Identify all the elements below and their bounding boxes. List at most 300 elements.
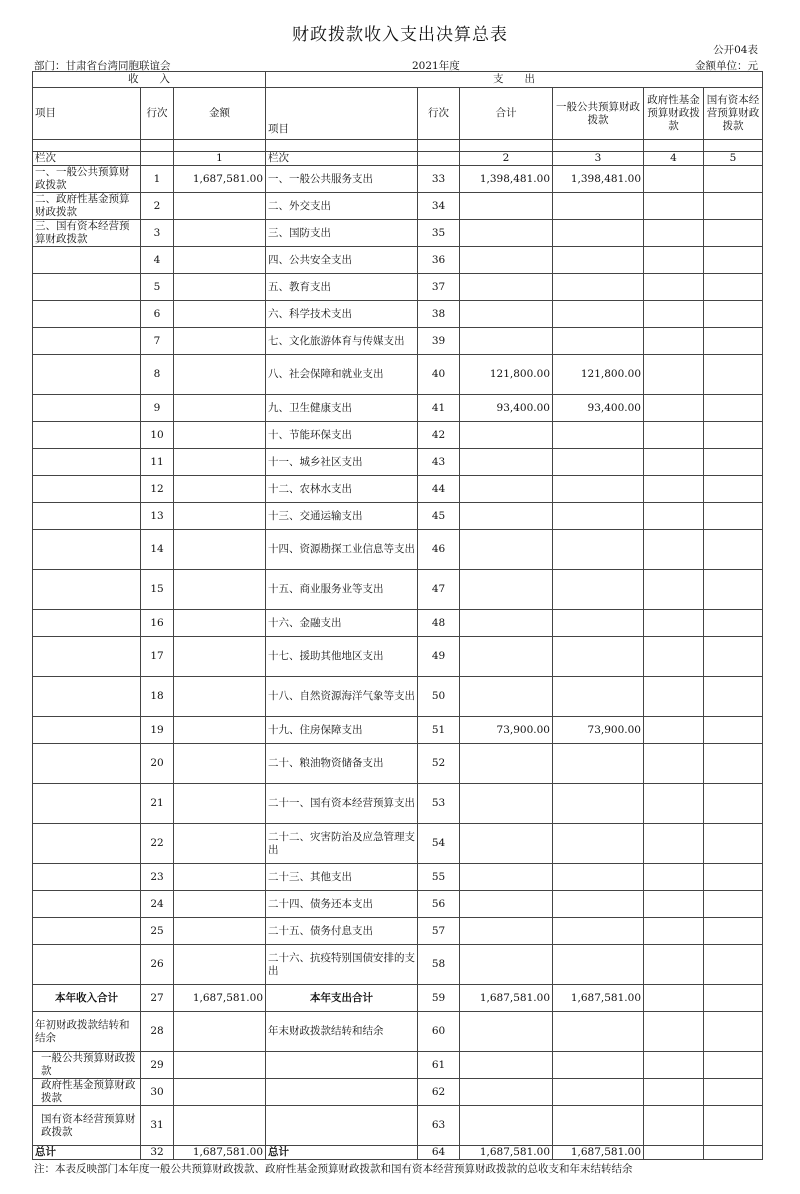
expense-item: 十九、住房保障支出 (266, 717, 418, 744)
income-line: 2 (141, 193, 174, 220)
grand-income-total-label: 总计 (33, 1146, 141, 1160)
expense-total (460, 449, 553, 476)
general-budget-amount (553, 570, 644, 610)
general-budget-amount: 1,398,481.00 (553, 166, 644, 193)
carry-income-line: 28 (141, 1012, 174, 1052)
state-capital-amount (704, 864, 763, 891)
income-amount (174, 824, 266, 864)
income-item (33, 824, 141, 864)
income-line: 22 (141, 824, 174, 864)
expense-total: 73,900.00 (460, 717, 553, 744)
general-budget-amount (553, 530, 644, 570)
income-line: 25 (141, 918, 174, 945)
grand-expense-total-amount: 1,687,581.00 (460, 1146, 553, 1160)
empty-cell (553, 1052, 644, 1079)
income-line: 17 (141, 637, 174, 677)
empty-cell (174, 1052, 266, 1079)
empty-cell (553, 1012, 644, 1052)
gov-fund-amount (644, 301, 704, 328)
income-item (33, 717, 141, 744)
income-item-header: 项目 (33, 88, 141, 140)
income-amount (174, 476, 266, 503)
income-amount (174, 864, 266, 891)
empty-cell (174, 1012, 266, 1052)
expense-item: 十四、资源勘探工业信息等支出 (266, 530, 418, 570)
income-item (33, 891, 141, 918)
expense-line-header: 行次 (418, 88, 460, 140)
state-capital-header: 国有资本经营预算财政拨款 (704, 88, 763, 140)
table-row (33, 476, 763, 503)
general-budget-amount (553, 784, 644, 824)
state-capital-amount (704, 301, 763, 328)
year-label: 2021年度 (412, 60, 460, 72)
year-expense-total-line: 59 (418, 985, 460, 1012)
income-line: 11 (141, 449, 174, 476)
gov-fund-amount (644, 744, 704, 784)
year-income-total-line: 27 (141, 985, 174, 1012)
table-row (33, 166, 763, 193)
year-income-total-label: 本年收入合计 (33, 985, 141, 1012)
expense-line: 37 (418, 274, 460, 301)
state-capital-amount (704, 395, 763, 422)
income-line: 1 (141, 166, 174, 193)
expense-line: 35 (418, 220, 460, 247)
state-capital-amount (704, 824, 763, 864)
empty-cell (704, 1146, 763, 1160)
general-budget-header: 一般公共预算财政拨款 (553, 88, 644, 140)
year-income-total-amount: 1,687,581.00 (174, 985, 266, 1012)
income-amount (174, 328, 266, 355)
general-budget-amount (553, 677, 644, 717)
expense-total-header: 合计 (460, 88, 553, 140)
general-budget-amount (553, 891, 644, 918)
table-row (33, 637, 763, 677)
expense-total: 93,400.00 (460, 395, 553, 422)
state-capital-amount (704, 637, 763, 677)
income-amount (174, 395, 266, 422)
general-budget-amount (553, 918, 644, 945)
income-line: 26 (141, 945, 174, 985)
expense-line: 50 (418, 677, 460, 717)
expense-item-header: 项目 (266, 88, 418, 140)
income-line: 5 (141, 274, 174, 301)
income-item (33, 328, 141, 355)
income-amount (174, 449, 266, 476)
expense-total (460, 193, 553, 220)
footnote: 注：本表反映部门本年度一般公共预算财政拨款、政府性基金预算财政拨款和国有资本经营预算财政拨款的总收支和年末结转结余 (34, 1163, 633, 1175)
expense-line: 36 (418, 247, 460, 274)
expense-item: 十一、城乡社区支出 (266, 449, 418, 476)
general-budget-amount: 73,900.00 (553, 717, 644, 744)
general-budget-amount (553, 301, 644, 328)
expense-item: 三、国防支出 (266, 220, 418, 247)
empty-cell (704, 1079, 763, 1106)
income-item (33, 570, 141, 610)
expense-total (460, 824, 553, 864)
empty-cell (644, 1079, 704, 1106)
income-item (33, 530, 141, 570)
income-line-header: 行次 (141, 88, 174, 140)
gov-fund-amount (644, 530, 704, 570)
table-row (33, 193, 763, 220)
income-line: 14 (141, 530, 174, 570)
empty-cell (460, 1012, 553, 1052)
expense-item: 十六、金融支出 (266, 610, 418, 637)
gov-fund-amount (644, 918, 704, 945)
gov-fund-amount (644, 166, 704, 193)
state-capital-amount (704, 328, 763, 355)
income-amount (174, 610, 266, 637)
income-amount-header: 金额 (174, 88, 266, 140)
income-line: 20 (141, 744, 174, 784)
expense-line: 47 (418, 570, 460, 610)
empty-cell (553, 1106, 644, 1146)
gov-fund-amount (644, 422, 704, 449)
expense-item: 十七、援助其他地区支出 (266, 637, 418, 677)
income-item (33, 784, 141, 824)
income-item (33, 476, 141, 503)
expense-total (460, 328, 553, 355)
general-budget-amount (553, 220, 644, 247)
expense-total (460, 274, 553, 301)
gov-fund-header: 政府性基金预算财政拨款 (644, 88, 704, 140)
empty-cell (460, 1106, 553, 1146)
gov-fund-amount (644, 945, 704, 985)
income-amount (174, 570, 266, 610)
table-row (33, 220, 763, 247)
grand-expense-total-line: 64 (418, 1146, 460, 1160)
unit-label: 金额单位：元 (695, 60, 758, 72)
col-index-label: 栏次 (33, 152, 141, 166)
income-item (33, 503, 141, 530)
income-amount (174, 503, 266, 530)
expense-total (460, 784, 553, 824)
income-item (33, 864, 141, 891)
income-amount (174, 784, 266, 824)
empty-cell (704, 1012, 763, 1052)
gov-fund-amount (644, 274, 704, 301)
empty-cell (644, 1106, 704, 1146)
gov-fund-amount (644, 824, 704, 864)
expense-line: 51 (418, 717, 460, 744)
carry-expense-line: 61 (418, 1052, 460, 1079)
general-budget-amount (553, 864, 644, 891)
grand-general-total-amount: 1,687,581.00 (553, 1146, 644, 1160)
carry-income-line: 31 (141, 1106, 174, 1146)
general-budget-amount: 93,400.00 (553, 395, 644, 422)
state-capital-amount (704, 530, 763, 570)
expense-line: 57 (418, 918, 460, 945)
expense-total: 1,398,481.00 (460, 166, 553, 193)
state-capital-amount (704, 193, 763, 220)
income-item (33, 247, 141, 274)
income-amount (174, 945, 266, 985)
table-row (33, 247, 763, 274)
gov-fund-amount (644, 247, 704, 274)
empty-cell (644, 1012, 704, 1052)
income-amount (174, 530, 266, 570)
expense-item: 七、文化旅游体育与传媒支出 (266, 328, 418, 355)
income-item: 一、一般公共预算财政拨款 (33, 166, 141, 193)
year-total-row (33, 985, 763, 1012)
carry-income-line: 29 (141, 1052, 174, 1079)
general-budget-amount (553, 824, 644, 864)
income-amount (174, 220, 266, 247)
expense-line: 46 (418, 530, 460, 570)
income-item (33, 355, 141, 395)
expense-item: 二十四、债务还本支出 (266, 891, 418, 918)
carry-income-item: 年初财政拨款结转和结余 (33, 1012, 141, 1052)
gov-fund-amount (644, 220, 704, 247)
income-item (33, 449, 141, 476)
carry-expense-line: 63 (418, 1106, 460, 1146)
expense-total (460, 301, 553, 328)
carry-income-item: 国有资本经营预算财政拨款 (33, 1106, 141, 1146)
income-item: 三、国有资本经营预算财政拨款 (33, 220, 141, 247)
general-budget-amount (553, 945, 644, 985)
income-item (33, 610, 141, 637)
expense-item: 十五、商业服务业等支出 (266, 570, 418, 610)
table-row (33, 784, 763, 824)
income-amount (174, 193, 266, 220)
income-amount: 1,687,581.00 (174, 166, 266, 193)
gov-fund-amount (644, 476, 704, 503)
general-budget-amount (553, 247, 644, 274)
expense-total (460, 422, 553, 449)
empty-cell (704, 985, 763, 1012)
expense-item: 二十六、抗疫特别国债安排的支出 (266, 945, 418, 985)
income-line: 3 (141, 220, 174, 247)
income-line: 13 (141, 503, 174, 530)
table-row (33, 328, 763, 355)
table-row (33, 744, 763, 784)
year-expense-total-amount: 1,687,581.00 (460, 985, 553, 1012)
table-row (33, 824, 763, 864)
state-capital-amount (704, 476, 763, 503)
table-row (33, 301, 763, 328)
income-amount (174, 274, 266, 301)
expense-total (460, 744, 553, 784)
income-amount (174, 637, 266, 677)
form-number: 公开04表 (713, 44, 758, 56)
col-index-label-2: 栏次 (266, 152, 418, 166)
income-item: 二、政府性基金预算财政拨款 (33, 193, 141, 220)
expense-total: 121,800.00 (460, 355, 553, 395)
expense-item: 二十、粮油物资储备支出 (266, 744, 418, 784)
state-capital-amount (704, 166, 763, 193)
state-capital-amount (704, 945, 763, 985)
state-capital-amount (704, 677, 763, 717)
income-line: 7 (141, 328, 174, 355)
year-general-total-amount: 1,687,581.00 (553, 985, 644, 1012)
general-budget-amount (553, 328, 644, 355)
expense-line: 45 (418, 503, 460, 530)
general-budget-amount (553, 744, 644, 784)
state-capital-amount (704, 784, 763, 824)
expense-item: 十、节能环保支出 (266, 422, 418, 449)
general-budget-amount (553, 449, 644, 476)
table-row (33, 717, 763, 744)
expense-total (460, 570, 553, 610)
expense-line: 44 (418, 476, 460, 503)
table-row (33, 422, 763, 449)
income-header: 收 入 (33, 72, 266, 88)
expense-item: 六、科学技术支出 (266, 301, 418, 328)
col-index-4: 4 (644, 152, 704, 166)
empty-cell (704, 1052, 763, 1079)
income-amount (174, 301, 266, 328)
expense-total (460, 918, 553, 945)
empty-cell (460, 1052, 553, 1079)
general-budget-amount (553, 610, 644, 637)
carry-expense-item: 年末财政拨款结转和结余 (266, 1012, 418, 1052)
income-amount (174, 355, 266, 395)
expense-total (460, 530, 553, 570)
expense-header: 支 出 (266, 72, 763, 88)
grand-income-total-amount: 1,687,581.00 (174, 1146, 266, 1160)
carry-expense-item (266, 1106, 418, 1146)
table-row (33, 449, 763, 476)
income-line: 23 (141, 864, 174, 891)
state-capital-amount (704, 744, 763, 784)
expense-item: 一、一般公共服务支出 (266, 166, 418, 193)
empty-cell (174, 1106, 266, 1146)
income-item (33, 301, 141, 328)
gov-fund-amount (644, 784, 704, 824)
income-line: 19 (141, 717, 174, 744)
expense-item: 二十一、国有资本经营预算支出 (266, 784, 418, 824)
income-item (33, 918, 141, 945)
carry-expense-line: 60 (418, 1012, 460, 1052)
expense-total (460, 503, 553, 530)
state-capital-amount (704, 717, 763, 744)
expense-item: 八、社会保障和就业支出 (266, 355, 418, 395)
income-amount (174, 247, 266, 274)
col-index-5: 5 (704, 152, 763, 166)
table-row (33, 503, 763, 530)
expense-line: 33 (418, 166, 460, 193)
empty-cell (644, 1052, 704, 1079)
expense-item: 二十三、其他支出 (266, 864, 418, 891)
state-capital-amount (704, 503, 763, 530)
gov-fund-amount (644, 328, 704, 355)
expense-total (460, 864, 553, 891)
carry-row (33, 1079, 763, 1106)
income-amount (174, 422, 266, 449)
gov-fund-amount (644, 864, 704, 891)
empty-cell (553, 1079, 644, 1106)
income-line: 10 (141, 422, 174, 449)
empty-cell (644, 985, 704, 1012)
expense-item: 十八、自然资源海洋气象等支出 (266, 677, 418, 717)
col-index-1: 1 (174, 152, 266, 166)
expense-line: 53 (418, 784, 460, 824)
expense-total (460, 637, 553, 677)
carry-row (33, 1012, 763, 1052)
expense-line: 43 (418, 449, 460, 476)
expense-item: 十二、农林水支出 (266, 476, 418, 503)
table-row (33, 355, 763, 395)
carry-expense-item (266, 1052, 418, 1079)
expense-line: 52 (418, 744, 460, 784)
state-capital-amount (704, 220, 763, 247)
expense-item: 二十二、灾害防治及应急管理支出 (266, 824, 418, 864)
income-line: 18 (141, 677, 174, 717)
empty-cell (644, 1146, 704, 1160)
gov-fund-amount (644, 193, 704, 220)
gov-fund-amount (644, 395, 704, 422)
income-amount (174, 717, 266, 744)
general-budget-amount (553, 503, 644, 530)
carry-row (33, 1106, 763, 1146)
table-row (33, 610, 763, 637)
table-row (33, 570, 763, 610)
expense-item: 二十五、债务付息支出 (266, 918, 418, 945)
state-capital-amount (704, 610, 763, 637)
grand-income-total-line: 32 (141, 1146, 174, 1160)
income-item (33, 677, 141, 717)
table-row (33, 918, 763, 945)
carry-income-item: 一般公共预算财政拨款 (33, 1052, 141, 1079)
state-capital-amount (704, 355, 763, 395)
gov-fund-amount (644, 503, 704, 530)
grand-expense-total-label: 总计 (266, 1146, 418, 1160)
general-budget-amount (553, 422, 644, 449)
income-item (33, 945, 141, 985)
general-budget-amount: 121,800.00 (553, 355, 644, 395)
gov-fund-amount (644, 637, 704, 677)
gov-fund-amount (644, 717, 704, 744)
income-line: 16 (141, 610, 174, 637)
expense-total (460, 476, 553, 503)
expense-line: 56 (418, 891, 460, 918)
table-row (33, 891, 763, 918)
income-item (33, 274, 141, 301)
gov-fund-amount (644, 610, 704, 637)
state-capital-amount (704, 247, 763, 274)
income-item (33, 422, 141, 449)
gov-fund-amount (644, 570, 704, 610)
expense-total (460, 891, 553, 918)
page-title: 财政拨款收入支出决算总表 (292, 25, 508, 45)
col-index-3: 3 (553, 152, 644, 166)
state-capital-amount (704, 918, 763, 945)
expense-line: 58 (418, 945, 460, 985)
col-index-2: 2 (460, 152, 553, 166)
expense-line: 42 (418, 422, 460, 449)
expense-line: 40 (418, 355, 460, 395)
year-expense-total-label: 本年支出合计 (266, 985, 418, 1012)
table-row (33, 677, 763, 717)
state-capital-amount (704, 570, 763, 610)
income-amount (174, 677, 266, 717)
department-label: 部门：甘肃省台湾同胞联谊会 (34, 60, 171, 72)
expense-total (460, 220, 553, 247)
expense-line: 55 (418, 864, 460, 891)
income-amount (174, 891, 266, 918)
expense-total (460, 247, 553, 274)
expense-line: 48 (418, 610, 460, 637)
income-line: 6 (141, 301, 174, 328)
state-capital-amount (704, 274, 763, 301)
expense-item: 二、外交支出 (266, 193, 418, 220)
state-capital-amount (704, 449, 763, 476)
income-item (33, 744, 141, 784)
income-amount (174, 918, 266, 945)
expense-total (460, 677, 553, 717)
income-item (33, 395, 141, 422)
expense-line: 38 (418, 301, 460, 328)
